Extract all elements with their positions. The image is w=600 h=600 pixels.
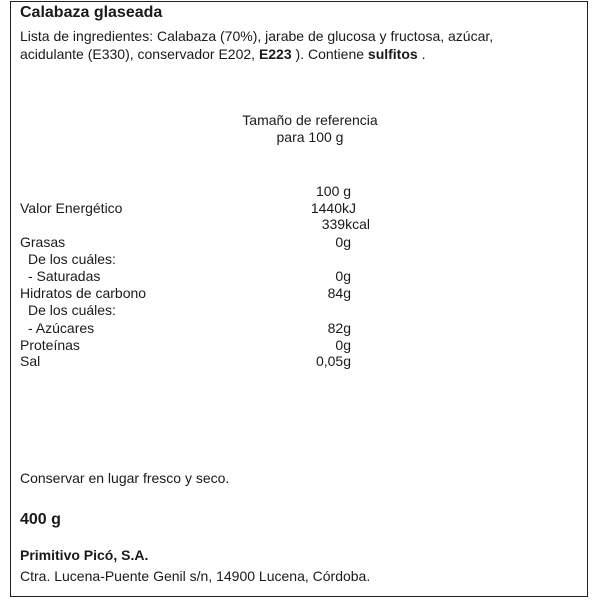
row-value-energy-kcal: 339kcal <box>321 216 370 232</box>
row-label-salt: Sal <box>20 353 41 369</box>
row-label-energy: Valor Energético <box>20 200 123 216</box>
row-value-sugars: 82g <box>327 320 351 336</box>
net-weight: 400 g <box>20 511 61 528</box>
manufacturer-address: Ctra. Lucena-Puente Genil s/n, 14900 Lucena, Córdoba. <box>20 568 371 584</box>
ingredients-text-a: acidulante (E330), conservador E202, <box>20 46 259 62</box>
row-value-fat: 0g <box>335 234 351 250</box>
row-label-of-which-fat: De los cuáles: <box>28 251 116 267</box>
reference-size-line-2: para 100 g <box>276 129 344 145</box>
reference-size-line-1: Tamaño de referencia <box>242 112 378 128</box>
row-value-saturated: 0g <box>335 268 351 284</box>
allergen-sulfitos: sulfitos <box>367 46 418 62</box>
row-label-of-which-carbs: De los cuáles: <box>28 302 116 318</box>
row-value-protein: 0g <box>335 337 351 353</box>
nutrition-column-header: 100 g <box>316 183 352 199</box>
row-label-sugars: - Azúcares <box>28 320 95 336</box>
product-name: Calabaza glaseada <box>20 4 163 21</box>
ingredients-line-2 <box>20 46 425 62</box>
row-label-saturated: - Saturadas <box>28 268 101 284</box>
row-label-protein: Proteínas <box>20 337 80 353</box>
row-label-fat: Grasas <box>20 234 66 250</box>
ingredient-e223: E223 <box>258 46 292 62</box>
ingredients-text-c: ). Contiene <box>291 46 368 62</box>
ingredients-text-e: . <box>417 46 426 62</box>
row-value-carbohydrates: 84g <box>327 285 351 301</box>
manufacturer-name: Primitivo Picó, S.A. <box>20 547 149 563</box>
ingredients-line-1: Lista de ingredientes: Calabaza (70%), jarabe de glucosa y fructosa, azúcar, <box>20 28 494 44</box>
row-value-energy-kj: 1440kJ <box>310 200 356 216</box>
row-value-salt: 0,05g <box>315 353 351 369</box>
row-label-carbohydrates: Hidratos de carbono <box>20 285 147 301</box>
storage-instructions: Conservar en lugar fresco y seco. <box>20 470 230 486</box>
